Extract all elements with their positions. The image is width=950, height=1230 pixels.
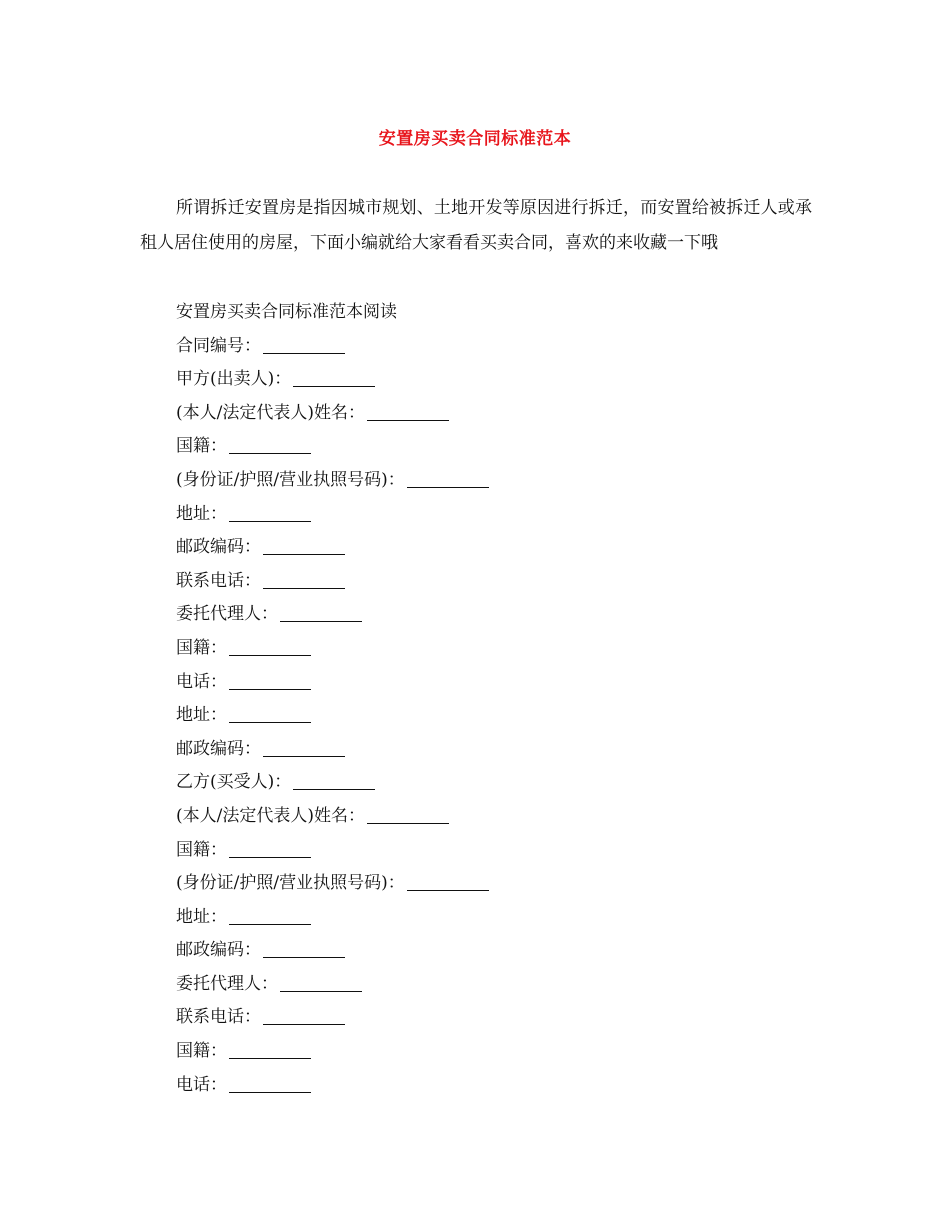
field-label: 国籍：	[176, 436, 227, 457]
field-label: 地址：	[176, 906, 227, 927]
field-label: 邮政编码：	[176, 738, 261, 759]
field-label: 地址：	[176, 705, 227, 726]
field-line	[176, 598, 489, 632]
fill-in-blank	[367, 419, 449, 421]
field-line	[176, 464, 489, 498]
field-label: 委托代理人：	[176, 973, 278, 994]
fill-in-blank	[229, 721, 311, 723]
field-label: 乙方(买受人)：	[176, 772, 292, 793]
fill-in-blank	[229, 923, 311, 925]
field-label: 联系电话：	[176, 1007, 261, 1028]
fill-in-blank	[293, 385, 375, 387]
fill-in-blank	[229, 688, 311, 690]
fill-in-blank	[229, 856, 311, 858]
field-line	[176, 666, 489, 700]
field-label: (本人/法定代表人)姓名：	[176, 402, 365, 423]
field-label: 国籍：	[176, 637, 227, 658]
field-label: 国籍：	[176, 1041, 227, 1062]
field-label: 电话：	[176, 671, 227, 692]
field-label: 邮政编码：	[176, 537, 261, 558]
fill-in-blank	[263, 587, 345, 589]
contract-field-list	[176, 296, 489, 1102]
fill-in-blank	[229, 1057, 311, 1059]
field-line	[176, 632, 489, 666]
field-line	[176, 699, 489, 733]
field-line	[176, 1001, 489, 1035]
fill-in-blank	[407, 889, 489, 891]
field-line	[176, 498, 489, 532]
field-line	[176, 330, 489, 364]
fill-in-blank	[280, 990, 362, 992]
fill-in-blank	[367, 822, 449, 824]
field-label: 电话：	[176, 1074, 227, 1095]
fill-in-blank	[229, 1091, 311, 1093]
fill-in-blank	[280, 620, 362, 622]
fill-in-blank	[293, 788, 375, 790]
field-label: 地址：	[176, 503, 227, 524]
field-line	[176, 934, 489, 968]
field-line	[176, 901, 489, 935]
field-label: (身份证/护照/营业执照号码)：	[176, 469, 405, 490]
field-line	[176, 1035, 489, 1069]
field-label: 合同编号：	[176, 335, 261, 356]
field-line	[176, 565, 489, 599]
field-line	[176, 968, 489, 1002]
field-line	[176, 733, 489, 767]
field-line	[176, 867, 489, 901]
field-line	[176, 363, 489, 397]
fill-in-blank	[263, 755, 345, 757]
field-line	[176, 766, 489, 800]
field-line	[176, 397, 489, 431]
fill-in-blank	[229, 452, 311, 454]
field-label: 国籍：	[176, 839, 227, 860]
intro-paragraph: 所谓拆迁安置房是指因城市规划、土地开发等原因进行拆迁，而安置给被拆迁人或承租人居住使用的房屋，下面小编就给大家看看买卖合同，喜欢的来收藏一下哦	[140, 198, 812, 253]
field-line	[176, 531, 489, 565]
fill-in-blank	[263, 956, 345, 958]
field-line	[176, 430, 489, 464]
fill-in-blank	[229, 654, 311, 656]
fill-in-blank	[229, 520, 311, 522]
fill-in-blank	[407, 486, 489, 488]
subtitle-line: 安置房买卖合同标准范本阅读	[176, 302, 397, 322]
field-label: (本人/法定代表人)姓名：	[176, 805, 365, 826]
fill-in-blank	[263, 553, 345, 555]
field-label: 邮政编码：	[176, 940, 261, 961]
field-line	[176, 800, 489, 834]
field-line	[176, 834, 489, 868]
field-label: 联系电话：	[176, 570, 261, 591]
field-line	[176, 1069, 489, 1103]
fill-in-blank	[263, 1023, 345, 1025]
field-label: 委托代理人：	[176, 604, 278, 625]
field-label: 甲方(出卖人)：	[176, 369, 292, 390]
document-title: 安置房买卖合同标准范本	[378, 129, 572, 149]
field-label: (身份证/护照/营业执照号码)：	[176, 873, 405, 894]
fill-in-blank	[263, 352, 345, 354]
